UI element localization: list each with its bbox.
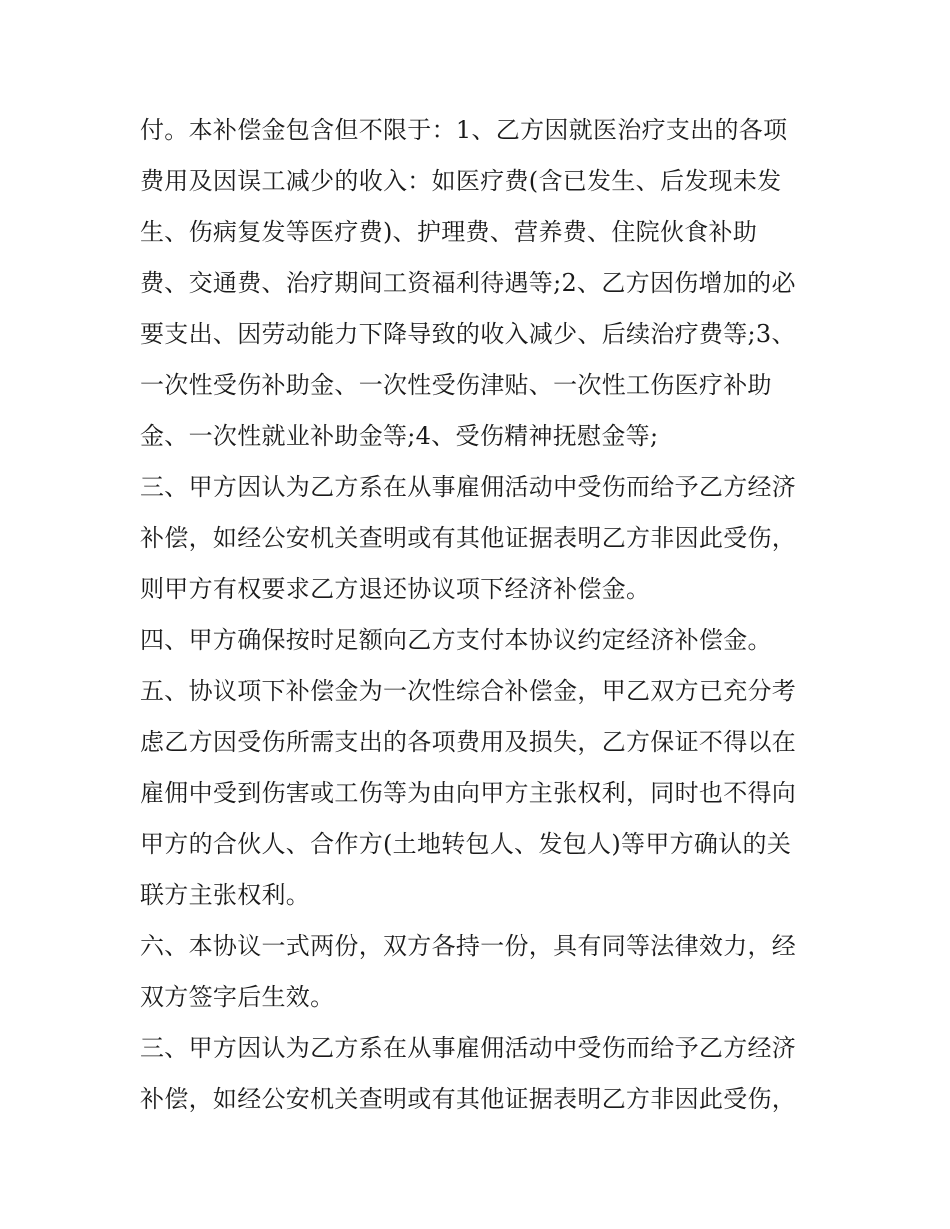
- text-line: 要支出、因劳动能力下降导致的收入减少、后续治疗费等;3、: [140, 320, 796, 348]
- text-line: 金、一次性就业补助金等;4、受伤精神抚慰金等;: [140, 422, 659, 450]
- text-line: 五、协议项下补偿金为一次性综合补偿金，甲乙双方已充分考: [140, 677, 797, 705]
- text-line: 四、甲方确保按时足额向乙方支付本协议约定经济补偿金。: [140, 626, 772, 654]
- text-line: 费用及因误工减少的收入：如医疗费(含已发生、后发现未发: [140, 167, 782, 195]
- text-line: 雇佣中受到伤害或工伤等为由向甲方主张权利，同时也不得向: [140, 779, 797, 807]
- text-line: 双方签字后生效。: [140, 983, 335, 1011]
- text-line: 一次性受伤补助金、一次性受伤津贴、一次性工伤医疗补助: [140, 371, 772, 399]
- text-line: 虑乙方因受伤所需支出的各项费用及损失，乙方保证不得以在: [140, 728, 797, 756]
- text-line: 费、交通费、治疗期间工资福利待遇等;2、乙方因伤增加的必: [140, 269, 796, 297]
- text-line: 三、甲方因认为乙方系在从事雇佣活动中受伤而给予乙方经济: [140, 473, 797, 501]
- text-line: 生、伤病复发等医疗费)、护理费、营养费、住院伙食补助: [140, 218, 758, 246]
- text-line: 六、本协议一式两份，双方各持一份，具有同等法律效力，经: [140, 932, 797, 960]
- text-line: 则甲方有权要求乙方退还协议项下经济补偿金。: [140, 575, 651, 603]
- text-line: 付。本补偿金包含但不限于：1、乙方因就医治疗支出的各项: [140, 116, 788, 144]
- text-line: 甲方的合伙人、合作方(土地转包人、发包人)等甲方确认的关: [140, 830, 792, 858]
- text-line: 补偿，如经公安机关查明或有其他证据表明乙方非因此受伤，: [140, 1085, 797, 1113]
- text-line: 三、甲方因认为乙方系在从事雇佣活动中受伤而给予乙方经济: [140, 1034, 797, 1062]
- text-line: 补偿，如经公安机关查明或有其他证据表明乙方非因此受伤，: [140, 524, 797, 552]
- text-line: 联方主张权利。: [140, 881, 311, 909]
